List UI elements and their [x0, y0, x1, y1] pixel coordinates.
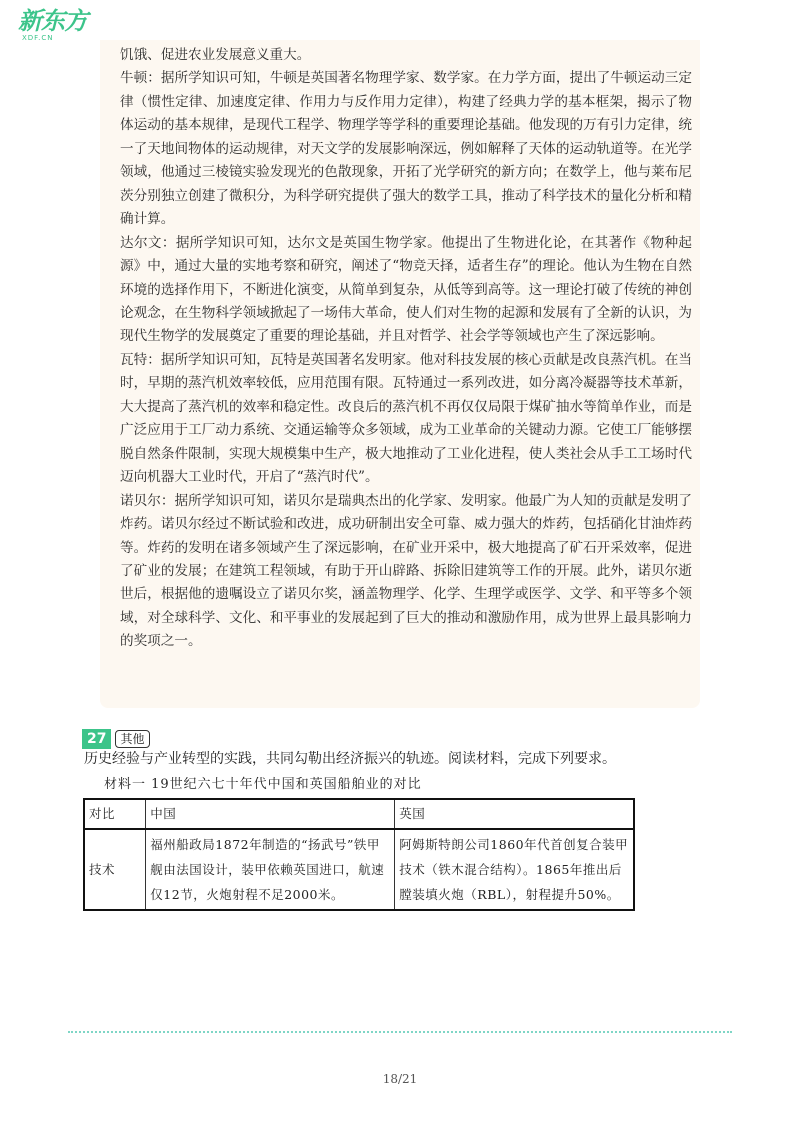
- brand-logo: [18, 8, 88, 48]
- answer-paragraph: 达尔文：据所学知识可知，达尔文是英国生物学家。他提出了生物进化论，在其著作《物种起源》中，通过大量的实地考察和研究，阐述了“物竞天择，适者生存”的理论。他认为生物在自然环境的选择作用下，不断进化演变，从简单到复杂，从低等到高等。这一理论打破了传统的神创论观念，在生物科学领域掀起了一场伟大革命，使人们对生物的起源和发展有了全新的认识，为现代生物学的发展奠定了重要的理论基础，并且对哲学、社会学等领域也产生了深远影响。: [120, 234, 692, 345]
- answer-paragraph: 饥饿、促进农业发展意义重大。: [120, 47, 311, 63]
- table-row: [84, 829, 634, 910]
- table-header-cell: 英国: [395, 799, 634, 829]
- logo-wordmark: 新东方: [18, 7, 87, 35]
- question-tag: 其他: [115, 730, 149, 748]
- answer-paragraph: 诺贝尔：据所学知识可知，诺贝尔是瑞典杰出的化学家、发明家。他最广为人知的贡献是发明了炸药。诺贝尔经过不断试验和改进，成功研制出安全可靠、威力强大的炸药，包括硝化甘油炸药等。炸药的发明在诸多领域产生了深远影响，在矿业开采中，极大地提高了矿石开采效率，促进了矿业的发展；在建筑工程领域，有助于开山辟路、拆除旧建筑等工作的开展。此外，诺贝尔逝世后，根据他的遗嘱设立了诺贝尔奖，涵盖物理学、化学、生理学或医学、文学、和平等多个领域，对全球科学、文化、和平事业的发展起到了巨大的推动和激励作用，成为世界上最具影响力的奖项之一。: [120, 492, 692, 650]
- answer-paragraph: 牛顿：据所学知识可知，牛顿是英国著名物理学家、数学家。在力学方面，提出了牛顿运动三定律（惯性定律、加速度定律、作用力与反作用力定律），构建了经典力学的基本框架，揭示了物体运动的基本规律，是现代工程学、物理学等学科的重要理论基础。他发现的万有引力定律，统一了天地间物体的运动规律，对天文学的发展影响深远，例如解释了天体的运动轨道等。在光学领域，他通过三棱镜实验发现光的色散现象，开拓了光学研究的新方向；在数学上，他与莱布尼茨分别独立创建了微积分，为科学研究提供了强大的数学工具，推动了科学技术的量化分析和精确计算。: [120, 70, 692, 228]
- table-header-cell: 中国: [146, 799, 395, 829]
- page-number: 18/21: [382, 1072, 418, 1086]
- question-number: 27: [82, 729, 111, 749]
- answer-paragraph: 瓦特：据所学知识可知，瓦特是英国著名发明家。他对科技发展的核心贡献是改良蒸汽机。在当时，早期的蒸汽机效率较低，应用范围有限。瓦特通过一系列改进，如分离冷凝器等技术革新，大大提高了蒸汽机的效率和稳定性。改良后的蒸汽机不再仅仅局限于煤矿抽水等简单作业，而是广泛应用于工厂动力系统、交通运输等众多领域，成为工业革命的关键动力源。它使工厂能够摆脱自然条件限制，实现大规模集中生产，极大地推动了工业化进程，使人类社会从手工工场时代迈向机器大工业时代，开启了“蒸汽时代”。: [120, 351, 692, 486]
- dotted-divider: [68, 1031, 732, 1033]
- comparison-table: [83, 798, 635, 911]
- table-cell-uk: 阿姆斯特朗公司1860年代首创复合装甲技术（铁木混合结构）。1865年推出后膛装填火炮（RBL），射程提升50%。: [395, 829, 634, 910]
- table-header-cell: 对比: [84, 799, 146, 829]
- table-header-row: [84, 799, 634, 829]
- question-header: [82, 728, 150, 750]
- table-row-label: 技术: [84, 829, 146, 910]
- answer-text: [120, 44, 692, 654]
- logo-subtext: XDF.CN: [22, 34, 54, 42]
- question-stem: 历史经验与产业转型的实践，共同勾勒出经济振兴的轨迹。阅读材料，完成下列要求。: [84, 751, 616, 767]
- material-caption: 材料一 19世纪六七十年代中国和英国船舶业的对比: [104, 777, 422, 792]
- table-cell-china: 福州船政局1872年制造的“扬武号”铁甲舰由法国设计，装甲依赖英国进口，航速仅12节，火炮射程不足2000米。: [146, 829, 395, 910]
